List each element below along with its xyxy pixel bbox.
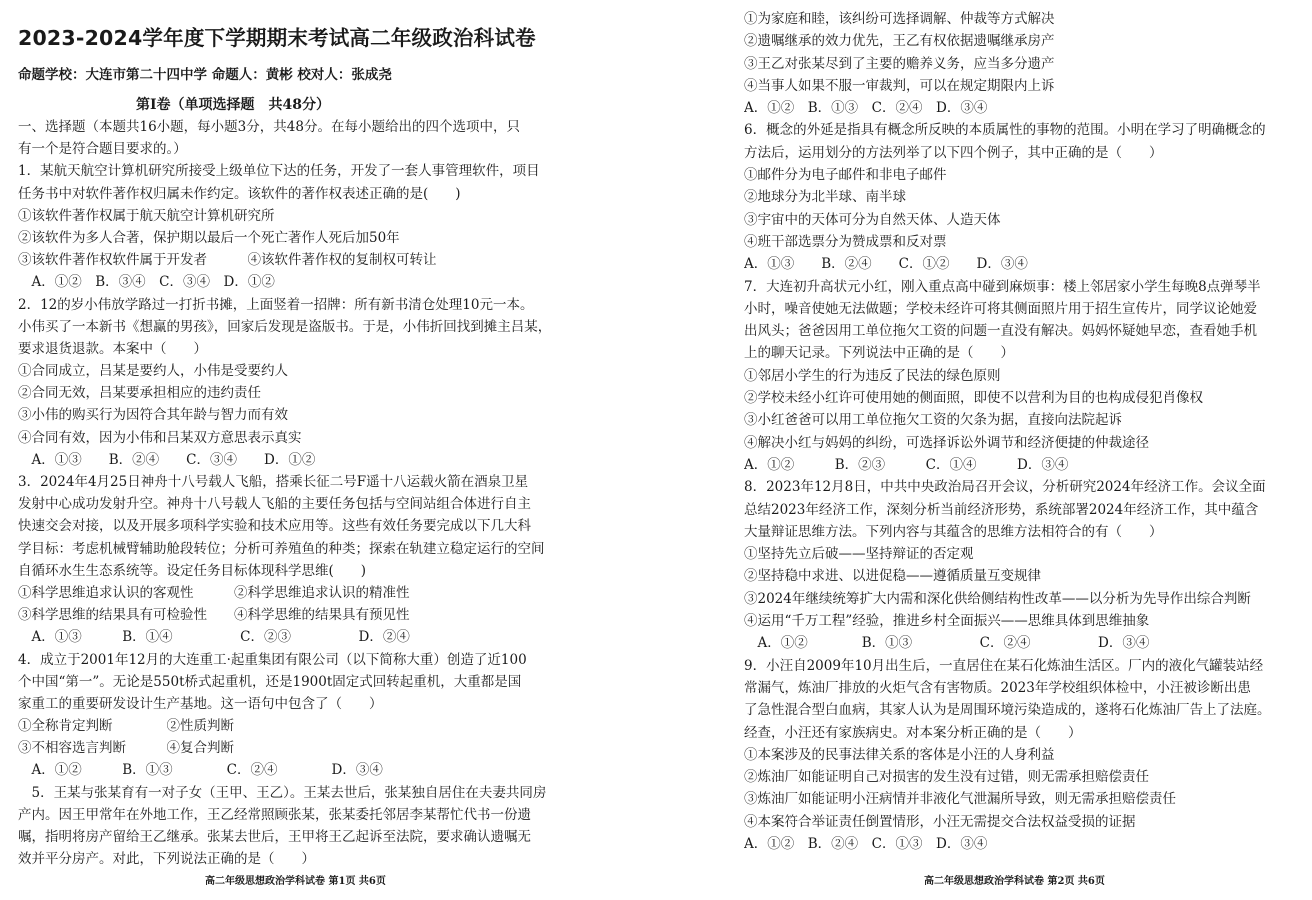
- text-line: ③小伟的购买行为因符合其年龄与智力而有效: [18, 407, 288, 424]
- text-line: ③王乙对张某尽到了主要的赡养义务，应当多分遗产: [744, 55, 1055, 72]
- text-line: 自循环水生生态系统等。设定任务目标体现科学思维( ): [18, 562, 367, 579]
- text-line: ②坚持稳中求进、以进促稳——遵循质量互变规律: [744, 568, 1041, 585]
- text-line: 产内。因王甲常年在外地工作，王乙经常照顾张某，张某委托邻居李某帮忙代书一份遗: [18, 806, 531, 823]
- text-line: A．①② B．②③ C．①④ D．③④: [744, 456, 1069, 473]
- page-1-column: [18, 0, 618, 870]
- exam-title: 2023-2024学年度下学期期末考试高二年级政治科试卷: [18, 26, 536, 50]
- page-2-footer: 高二年级思想政治学科试卷 第2页 共6页: [924, 876, 1105, 887]
- text-line: 8．2023年12月8日，中共中央政治局召开会议，分析研究2024年经济工作。会议全面: [744, 479, 1266, 496]
- text-line: ④本案符合举证责任倒置情形，小汪无需提交合法权益受损的证据: [744, 813, 1136, 830]
- page-2-column: [744, 0, 1304, 855]
- text-line: 效并平分房产。对此，下列说法正确的是（ ）: [18, 851, 315, 868]
- text-line: A．①③ B．①④ C．②③ D．②④: [18, 629, 410, 646]
- text-line: ②遗嘱继承的效力优先，王乙有权依据遗嘱继承房产: [744, 33, 1055, 50]
- text-line: 大量辩证思维方法。下列内容与其蕴含的思维方法相符合的有（ ）: [744, 523, 1163, 540]
- text-line: 常漏气，炼油厂排放的火炬气含有害物质。2023年学校组织体检中，小汪被诊断出患: [744, 679, 1251, 696]
- text-line: 快速交会对接，以及开展多项科学实验和技术应用等。这些有效任务要完成以下几大科: [18, 518, 531, 535]
- text-line: ④解决小红与妈妈的纠纷，可选择诉讼外调节和经济便捷的仲裁途径: [744, 434, 1149, 451]
- text-line: ①该软件著作权属于航天航空计算机研究所: [18, 207, 275, 224]
- text-line: ①坚持先立后破——坚持辩证的否定观: [744, 546, 974, 563]
- text-line: 家重工的重要研发设计生产基地。这一语句中包含了（ ）: [18, 695, 383, 712]
- text-line: 要求退货退款。本案中（ ）: [18, 340, 207, 357]
- text-line: ④运用“千万工程”经验，推进乡村全面振兴——思维具体到思维抽象: [744, 613, 1150, 630]
- text-line: ②合同无效，吕某要承担相应的违约责任: [18, 385, 261, 402]
- text-line: ③该软件著作权软件属于开发者 ④该软件著作权的复制权可转让: [18, 252, 437, 269]
- text-line: 9．小汪自2009年10月出生后，一直居住在某石化炼油生活区。厂内的液化气罐装站经: [744, 657, 1264, 674]
- text-line: A．①② B．②④ C．①③ D．③④: [744, 835, 988, 852]
- text-line: 一、选择题（本题共16小题，每小题3分，共48分。在每小题给出的四个选项中，只: [18, 119, 520, 135]
- text-line: ①科学思维追求认识的客观性 ②科学思维追求认识的精准性: [18, 584, 410, 601]
- text-line: A．①② B．③④ C．③④ D．①②: [18, 274, 275, 291]
- exam-byline: 命题学校：大连市第二十四中学 命题人：黄彬 校对人：张成尧: [18, 67, 392, 83]
- text-line: ③不相容选言判断 ④复合判断: [18, 740, 234, 757]
- page-2-text: [744, 8, 1304, 855]
- text-line: 有一个是符合题目要求的。）: [18, 141, 187, 158]
- text-line: ③小红爸爸可以用工单位拖欠工资的欠条为据，直接向法院起诉: [744, 412, 1122, 429]
- text-line: ④当事人如果不服一审裁判，可以在规定期限内上诉: [744, 77, 1055, 94]
- text-line: A．①② B．①③ C．②④ D．③④: [18, 762, 383, 779]
- text-line: 个中国“第一”。无论是550t桥式起重机，还是1900t固定式回转起重机，大重都是国: [18, 673, 522, 690]
- text-line: A．①③ B．②④ C．③④ D．①②: [18, 451, 316, 468]
- text-line: ①本案涉及的民事法律关系的客体是小汪的人身利益: [744, 746, 1055, 763]
- section-heading: 第Ⅰ卷（单项选择题 共48分）: [135, 97, 331, 113]
- page-1-footer: 高二年级思想政治学科试卷 第1页 共6页: [205, 876, 386, 887]
- text-line: ④班干部选票分为赞成票和反对票: [744, 233, 947, 250]
- text-line: ③宇宙中的天体可分为自然天体、人造天体: [744, 211, 1001, 228]
- text-line: ①合同成立，吕某是要约人，小伟是受要约人: [18, 363, 288, 380]
- text-line: 6．概念的外延是指具有概念所反映的本质属性的事物的范围。小明在学习了明确概念的: [744, 122, 1266, 139]
- text-line: ④合同有效，因为小伟和吕某双方意思表示真实: [18, 429, 302, 446]
- text-line: ③炼油厂如能证明小汪病情并非液化气泄漏所导致，则无需承担赔偿责任: [744, 791, 1176, 808]
- text-line: ②炼油厂如能证明自己对损害的发生没有过错，则无需承担赔偿责任: [744, 769, 1149, 786]
- text-line: 出风头；爸爸因用工单位拖欠工资的问题一直没有解决。妈妈怀疑她早恋，查看她手机: [744, 323, 1257, 340]
- text-line: ③科学思维的结果具有可检验性 ④科学思维的结果具有预见性: [18, 607, 410, 624]
- text-line: ①邻居小学生的行为违反了民法的绿色原则: [744, 367, 1001, 384]
- text-line: 5．王某与张某育有一对子女（王甲、王乙）。王某去世后，张某独自居住在夫妻共同房: [18, 784, 547, 801]
- text-line: 经查，小汪还有家族病史。对本案分析正确的是（ ）: [744, 724, 1082, 741]
- text-line: 1．某航天航空计算机研究所接受上级单位下达的任务，开发了一套人事管理软件，项目: [18, 163, 540, 180]
- text-line: 小时，噪音使她无法做题；学校未经许可将其侧面照片用于招生宣传片，同学议论她爱: [744, 300, 1257, 317]
- text-line: 小伟买了一本新书《想赢的男孩》，回家后发现是盗版书。于是，小伟折回找到摊主吕某，: [18, 318, 552, 335]
- text-line: 2．12的岁小伟放学路过一打折书摊，上面竖着一招牌：所有新书清仓处理10元一本。: [18, 296, 534, 313]
- text-line: 方法后，运用划分的方法列举了以下四个例子，其中正确的是（ ）: [744, 144, 1163, 161]
- text-line: 7．大连初升高状元小红，刚入重点高中碰到麻烦事：楼上邻居家小学生每晚8点弹琴半: [744, 278, 1261, 295]
- text-line: A．①③ B．②④ C．①② D．③④: [744, 256, 1028, 273]
- text-line: 3．2024年4月25日神舟十八号载人飞船，搭乘长征二号F遥十八运载火箭在酒泉卫星: [18, 474, 529, 490]
- text-line: ①全称肯定判断 ②性质判断: [18, 718, 234, 735]
- text-line: 4．成立于2001年12月的大连重工·起重集团有限公司（以下简称大重）创造了近100: [18, 651, 527, 668]
- text-line: 发射中心成功发射升空。神舟十八号载人飞船的主要任务包括与空间站组合体进行自主: [18, 496, 531, 513]
- text-line: A．①② B．①③ C．②④ D．③④: [744, 100, 988, 117]
- text-line: 嘱，指明将房产留给王乙继承。张某去世后，王甲将王乙起诉至法院，要求确认遗嘱无: [18, 829, 531, 845]
- text-line: ①邮件分为电子邮件和非电子邮件: [744, 167, 947, 184]
- page-1-text: [18, 116, 618, 870]
- exam-page-2: [656, 0, 1312, 900]
- text-line: 总结2023年经济工作，深刻分析当前经济形势，系统部署2024年经济工作，其中蕴含: [744, 501, 1259, 518]
- text-line: ②地球分为北半球、南半球: [744, 189, 906, 206]
- text-line: 了急性混合型白血病，其家人认为是周围环境污染造成的，遂将石化炼油厂告上了法庭。: [744, 702, 1271, 719]
- text-line: 上的聊天记录。下列说法中正确的是（ ）: [744, 345, 1014, 362]
- text-line: ①为家庭和睦，该纠纷可选择调解、仲裁等方式解决: [744, 11, 1055, 27]
- text-line: A．①② B．①③ C．②④ D．③④: [744, 635, 1150, 652]
- text-line: ②该软件为多人合著，保护期以最后一个死亡著作人死后加50年: [18, 229, 400, 246]
- text-line: ②学校未经小红许可使用她的侧面照，即使不以营利为目的也构成侵犯肖像权: [744, 390, 1203, 407]
- text-line: 学目标：考虑机械臂辅助舱段转位；分析可养殖鱼的种类；探索在轨建立稳定运行的空间: [18, 540, 545, 557]
- text-line: ③2024年继续统筹扩大内需和深化供给侧结构性改革——以分析为先导作出综合判断: [744, 590, 1251, 607]
- text-line: 任务书中对软件著作权归属未作约定。该软件的著作权表述正确的是( ): [18, 185, 461, 202]
